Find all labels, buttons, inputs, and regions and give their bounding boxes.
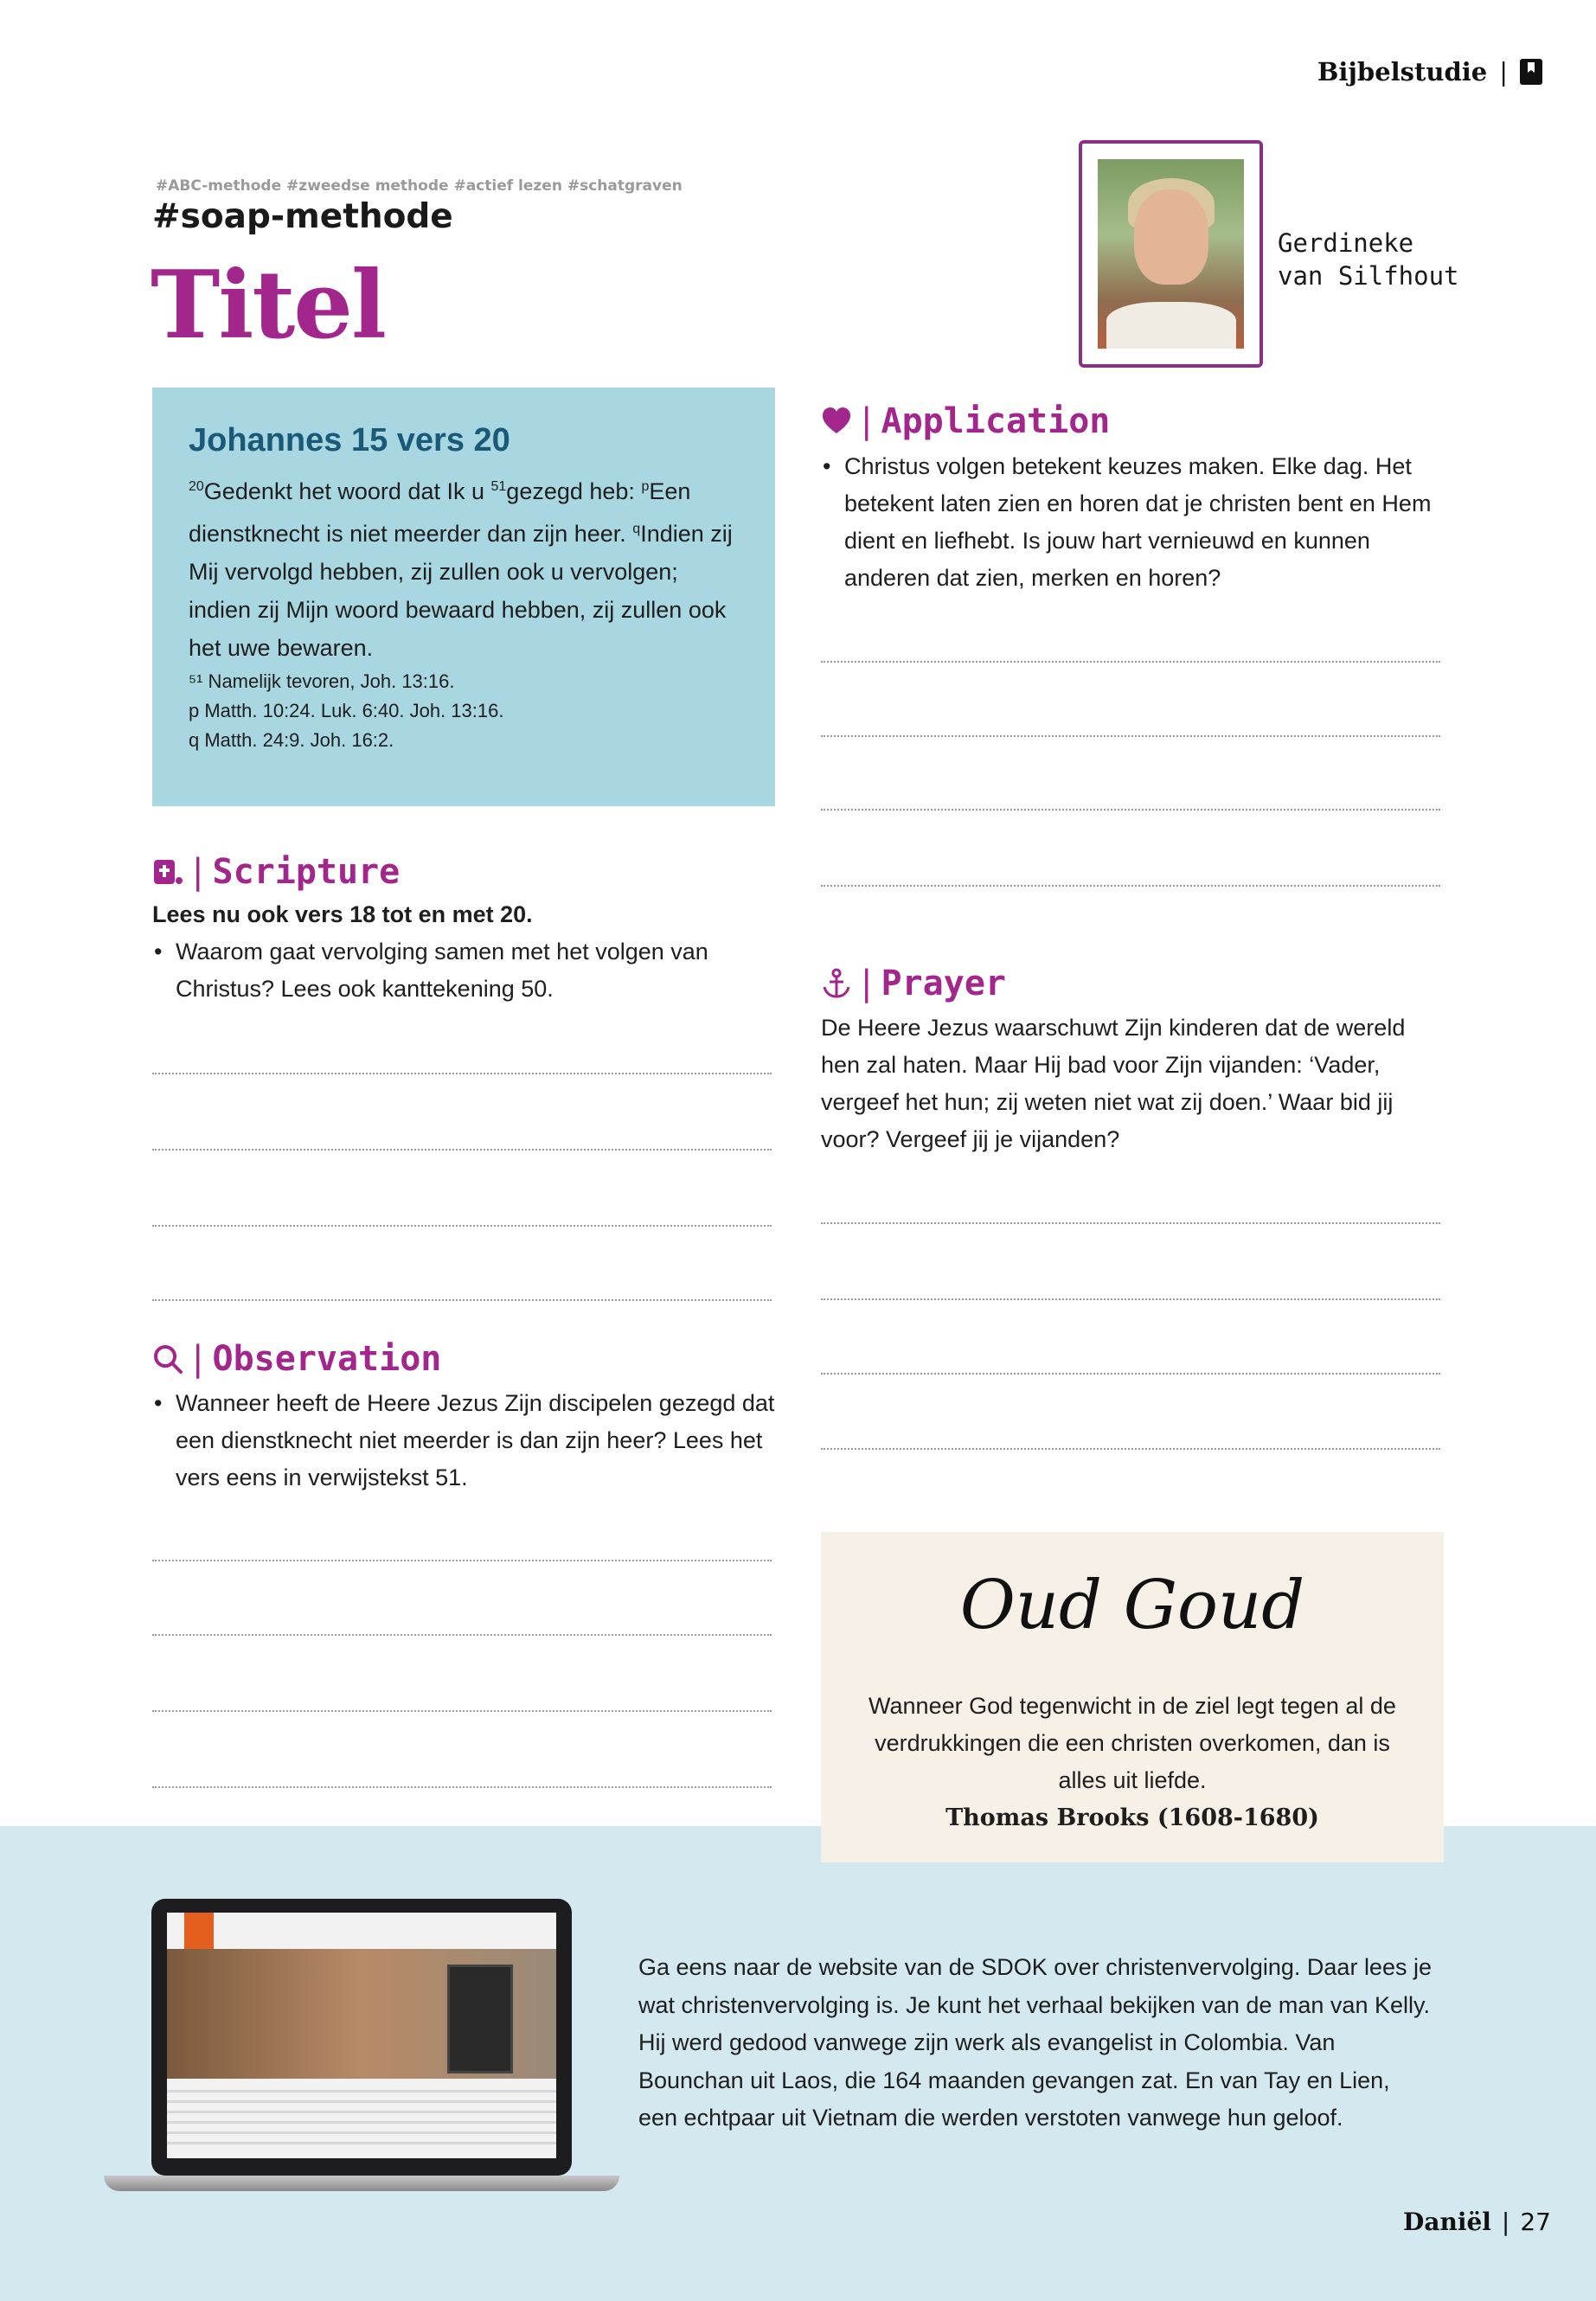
verse-box	[152, 388, 775, 806]
header-separator: |	[1499, 57, 1508, 87]
hashtags: #ABC-methode #zweedse methode #actief lezen #schatgraven	[156, 177, 683, 195]
scripture-heading: | Scripture	[152, 852, 400, 892]
application-question: • Christus volgen betekent keuzes maken. Elke dag. Het betekent laten zien en horen dat je christen bent en Hem dient en liefhebt. Is jouw hart vernieuwd en kunnen anderen dat zien, merken en horen?	[821, 448, 1444, 597]
footnote: p Matth. 10:24. Luk. 6:40. Joh. 13:16.	[189, 700, 504, 721]
scripture-instruction: Lees nu ook vers 18 tot en met 20.	[152, 901, 533, 927]
oud-goud-box	[821, 1532, 1444, 1862]
verse-number: 20	[189, 479, 204, 494]
author-last-name: van Silfhout	[1278, 261, 1459, 291]
footnote: q Matth. 24:9. Joh. 16:2.	[189, 729, 394, 751]
footnote: ⁵¹ Namelijk tevoren, Joh. 13:16.	[189, 670, 455, 692]
verse-title: Johannes 15 vers 20	[189, 422, 510, 458]
website-screenshot	[167, 1913, 556, 2158]
author-photo	[1098, 159, 1244, 349]
author-photo-frame	[1079, 140, 1263, 368]
bible-icon	[152, 856, 183, 888]
prayer-label: Prayer	[881, 964, 1006, 1003]
observation-label: Observation	[212, 1339, 442, 1379]
answer-line	[152, 1560, 772, 1561]
laptop-image	[151, 1899, 572, 2176]
answer-line	[152, 1786, 772, 1788]
answer-line	[152, 1149, 772, 1150]
oud-goud-quote-block	[821, 1688, 1444, 1836]
prayer-text: De Heere Jezus waarschuwt Zijn kinderen dat de wereld hen zal haten. Maar Hij bad voor Zijn vijanden: ‘Vader, vergeef het hun; zij weten niet wat zij doen.’ Waar bid jij voor? Vergeef jij je vijanden?	[821, 1015, 1406, 1152]
laptop-base	[104, 2176, 619, 2191]
oud-goud-quote: Wanneer God tegenwicht in de ziel legt tegen al de verdrukkingen die een christen overkomen, dan is alles uit liefde.	[869, 1693, 1396, 1793]
answer-line	[821, 661, 1440, 663]
answer-line	[821, 735, 1440, 737]
sdok-text: Ga eens naar de website van de SDOK over christenvervolging. Daar lees je wat christenvervolging is. Je kunt het verhaal bekijken van de man van Kelly. Hij werd gedood vanwege zijn werk als evangelist in Colombia. Van Bounchan uit Laos, die 164 maanden gevangen zat. En van Tay en Lien, een echtpaar uit Vietnam die werden verstoten vanwege hun geloof.	[638, 1954, 1432, 2131]
oud-goud-title: Oud Goud	[959, 1567, 1305, 1644]
method-label: #soap-methode	[152, 197, 453, 236]
page-number: 27	[1520, 2208, 1551, 2236]
answer-line	[152, 1299, 772, 1301]
answer-line	[152, 1225, 772, 1227]
footnote-ref-51: 51	[490, 479, 507, 494]
heart-icon	[821, 406, 852, 437]
footnote-ref-p: p	[641, 479, 650, 494]
magnifier-icon	[152, 1343, 183, 1375]
verse-text: $^{20}$Gedenkt het woord dat Ik u $^{51}$gezegd heb: $^p$Een dienstknecht is niet meerder dan zijn heer. $^q$Indien zij Mij vervolgd hebben, zij zullen ook u vervolgen; indien zij Mijn woord bewaard hebben, zij zullen ook het uwe bewaren.	[189, 478, 733, 661]
answer-line	[152, 1073, 772, 1074]
answer-line	[152, 1634, 772, 1636]
footer-separator: |	[1501, 2208, 1510, 2236]
observation-question: • Wanneer heeft de Heere Jezus Zijn discipelen gezegd dat een dienstknecht niet meerder is dan zijn heer? Lees het vers eens in verwijstekst 51.	[152, 1385, 775, 1497]
prayer-heading: | Prayer	[821, 964, 1006, 1003]
scripture-label: Scripture	[212, 852, 401, 892]
answer-line	[821, 885, 1440, 887]
answer-line	[821, 1222, 1440, 1224]
footnote-ref-q: q	[632, 522, 641, 536]
application-heading: | Application	[821, 401, 1110, 441]
author-name	[1278, 227, 1459, 292]
observation-heading: | Observation	[152, 1339, 441, 1379]
answer-line	[821, 1298, 1440, 1300]
anchor-icon	[821, 968, 852, 999]
oud-goud-author: Thomas Brooks (1608-1680)	[945, 1804, 1319, 1831]
answer-line	[821, 809, 1440, 811]
application-label: Application	[881, 401, 1111, 441]
page-title: Titel	[151, 251, 386, 360]
scripture-body	[152, 896, 775, 1008]
answer-line	[821, 1373, 1440, 1375]
book-icon	[1520, 59, 1542, 85]
application-body	[821, 448, 1444, 597]
scripture-question: • Waarom gaat vervolging samen met het volgen van Christus? Lees ook kanttekening 50.	[152, 933, 775, 1008]
page-footer	[1403, 2208, 1551, 2236]
prayer-body	[821, 1009, 1444, 1158]
answer-line	[152, 1710, 772, 1712]
observation-body	[152, 1385, 775, 1497]
answer-line	[821, 1448, 1440, 1450]
section-label: Bijbelstudie	[1317, 57, 1488, 87]
magazine-name: Daniël	[1403, 2208, 1491, 2236]
section-header	[1317, 57, 1542, 87]
author-first-name: Gerdineke	[1278, 228, 1414, 258]
